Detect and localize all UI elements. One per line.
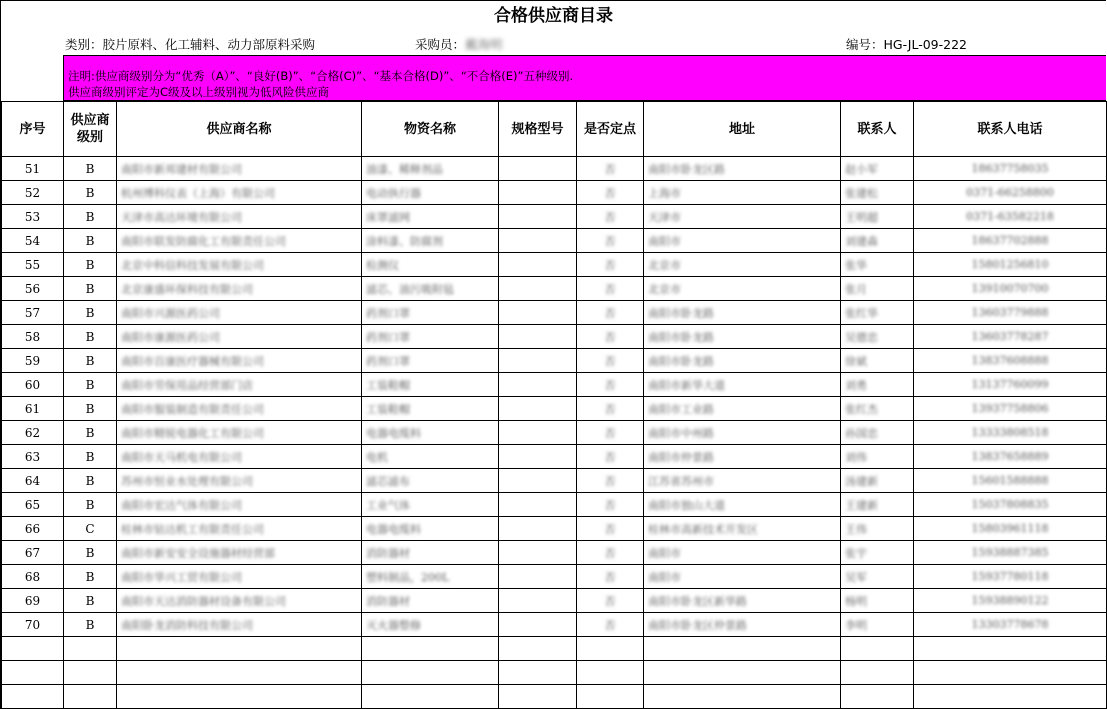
cell-phone: 0371-66258800: [914, 181, 1107, 205]
cell-seq: 57: [2, 301, 64, 325]
cell-material: 滤芯滤布: [362, 469, 499, 493]
cell-material: 电动执行器: [362, 181, 499, 205]
cell-material: 电器电缆料: [362, 517, 499, 541]
cell-seq: 69: [2, 589, 64, 613]
cell-phone: 15803961118: [914, 517, 1107, 541]
cell-phone: 15937780118: [914, 565, 1107, 589]
cell-seq: 67: [2, 541, 64, 565]
cell-material: 药剂口罩: [362, 325, 499, 349]
cell-material: 电器电缆料: [362, 421, 499, 445]
cell-spec: [499, 493, 577, 517]
cell-contact: 张华: [841, 253, 914, 277]
cell-contact: 汤建新: [841, 469, 914, 493]
cell-supplier: 南阳市精锐电器化工有限公司: [117, 421, 362, 445]
cell-supplier: 南阳市康源医药公司: [117, 325, 362, 349]
cell-supplier: 桂林市钻达机工有限责任公司: [117, 517, 362, 541]
cell-phone: 13603778287: [914, 325, 1107, 349]
table-row: [2, 325, 1107, 349]
table-row: [2, 589, 1107, 613]
blank-cell: [577, 661, 644, 685]
header-level: [64, 102, 117, 157]
cell-level: B: [64, 277, 117, 301]
blank-cell: [117, 661, 362, 685]
cell-designated: 否: [577, 565, 644, 589]
cell-seq: 61: [2, 397, 64, 421]
cell-level: B: [64, 565, 117, 589]
cell-seq: 63: [2, 445, 64, 469]
cell-seq: 54: [2, 229, 64, 253]
cell-spec: [499, 253, 577, 277]
cell-supplier: 南阳市劳保用品经营部门店: [117, 373, 362, 397]
cell-material: 药剂口罩: [362, 349, 499, 373]
cell-spec: [499, 325, 577, 349]
blank-cell: [117, 637, 362, 661]
cell-supplier: 南阳卧龙消防科技有限公司: [117, 613, 362, 637]
cell-phone: 13837658889: [914, 445, 1107, 469]
blank-cell: [577, 637, 644, 661]
cell-phone: 18637758035: [914, 157, 1107, 181]
cell-address: 南阳市卧龙区路: [644, 157, 841, 181]
blank-cell: [2, 661, 64, 685]
cell-seq: 60: [2, 373, 64, 397]
table-row: [2, 301, 1107, 325]
cell-material: 涂料漆、防腐剂: [362, 229, 499, 253]
cell-designated: 否: [577, 157, 644, 181]
cell-spec: [499, 277, 577, 301]
cell-seq: 66: [2, 517, 64, 541]
cell-level: C: [64, 517, 117, 541]
cell-spec: [499, 541, 577, 565]
cell-spec: [499, 565, 577, 589]
blank-cell: [64, 661, 117, 685]
note-line-1: 注明:供应商级别分为“优秀（A）”、“良好(B)”、“合格(C)”、“基本合格(D)”、“不合格(E)”五种级别.: [68, 69, 574, 83]
header-phone: 联系人电话: [914, 102, 1107, 157]
cell-spec: [499, 421, 577, 445]
blank-cell: [64, 685, 117, 709]
cell-supplier: 南阳市百康医疗器械有限公司: [117, 349, 362, 373]
blank-cell: [914, 637, 1107, 661]
page-title: 合格供应商目录: [494, 6, 613, 26]
blank-cell: [644, 661, 841, 685]
cell-designated: 否: [577, 301, 644, 325]
cell-spec: [499, 301, 577, 325]
cell-level: B: [64, 157, 117, 181]
blank-cell: [499, 685, 577, 709]
cell-spec: [499, 445, 577, 469]
cell-seq: 52: [2, 181, 64, 205]
cell-level: B: [64, 205, 117, 229]
cell-address: 南阳市新华大道: [644, 373, 841, 397]
cell-spec: [499, 205, 577, 229]
cell-phone: 13837608888: [914, 349, 1107, 373]
cell-contact: 张宇: [841, 541, 914, 565]
table-row: [2, 397, 1107, 421]
cell-spec: [499, 229, 577, 253]
cell-seq: 68: [2, 565, 64, 589]
supplier-table: [1, 101, 1107, 709]
buyer-label: [415, 35, 503, 53]
table-row: [2, 349, 1107, 373]
cell-seq: 58: [2, 325, 64, 349]
document-code: 编号：HG-JL-09-222: [846, 37, 968, 52]
cell-material: 药剂口罩: [362, 301, 499, 325]
cell-spec: [499, 349, 577, 373]
cell-phone: 13910070700: [914, 277, 1107, 301]
cell-material: 床罩滤网: [362, 205, 499, 229]
note-banner: [63, 55, 1106, 101]
cell-designated: 否: [577, 517, 644, 541]
cell-phone: 18637702888: [914, 229, 1107, 253]
header-row: [2, 102, 1107, 157]
cell-address: 南阳市: [644, 565, 841, 589]
cell-phone: 15801256810: [914, 253, 1107, 277]
cell-material: 检测仪: [362, 253, 499, 277]
cell-address: 上海市: [644, 181, 841, 205]
cell-level: B: [64, 253, 117, 277]
cell-material: 油漆、稀释剂品: [362, 157, 499, 181]
note-line-2: 供应商级别评定为C级及以上级别视为低风险供应商: [68, 85, 330, 99]
table-row: [2, 541, 1107, 565]
cell-material: 灭火器整修: [362, 613, 499, 637]
header-supplier: 供应商名称: [117, 102, 362, 157]
table-row: [2, 229, 1107, 253]
cell-seq: 59: [2, 349, 64, 373]
cell-spec: [499, 613, 577, 637]
cell-spec: [499, 469, 577, 493]
cell-material: 工装鞋帽: [362, 373, 499, 397]
cell-contact: 张红杰: [841, 397, 914, 421]
cell-designated: 否: [577, 613, 644, 637]
cell-seq: 62: [2, 421, 64, 445]
cell-phone: 15938890122: [914, 589, 1107, 613]
table-row: [2, 157, 1107, 181]
cell-supplier: 天津市高达环境有限公司: [117, 205, 362, 229]
table-row: [2, 421, 1107, 445]
header-seq: 序号: [2, 102, 64, 157]
cell-contact: 刘勇: [841, 373, 914, 397]
cell-supplier: 南阳市天马机电有限公司: [117, 445, 362, 469]
cell-seq: 56: [2, 277, 64, 301]
cell-phone: 0371-63582218: [914, 205, 1107, 229]
cell-seq: 55: [2, 253, 64, 277]
cell-designated: 否: [577, 445, 644, 469]
cell-designated: 否: [577, 589, 644, 613]
cell-contact: 刘建森: [841, 229, 914, 253]
cell-contact: 张建松: [841, 181, 914, 205]
table-row: [2, 277, 1107, 301]
cell-level: B: [64, 493, 117, 517]
cell-contact: 王明超: [841, 205, 914, 229]
blank-row: [2, 685, 1107, 709]
cell-supplier: 北京康盛环保科技有限公司: [117, 277, 362, 301]
table-row: [2, 565, 1107, 589]
header-designated: 是否定点: [577, 102, 644, 157]
cell-designated: 否: [577, 493, 644, 517]
blank-cell: [117, 685, 362, 709]
cell-seq: 70: [2, 613, 64, 637]
cell-address: 江苏省苏州市: [644, 469, 841, 493]
blank-cell: [2, 637, 64, 661]
cell-address: 北京市: [644, 253, 841, 277]
cell-phone: 13937758806: [914, 397, 1107, 421]
blank-cell: [362, 685, 499, 709]
category-text: 类别：胶片原料、化工辅料、动力部原料采购: [65, 37, 316, 52]
table-row: [2, 469, 1107, 493]
cell-level: B: [64, 181, 117, 205]
cell-address: 南阳市卧龙路: [644, 349, 841, 373]
cell-designated: 否: [577, 373, 644, 397]
table-row: [2, 253, 1107, 277]
blank-cell: [644, 685, 841, 709]
cell-level: B: [64, 541, 117, 565]
cell-address: 南阳市: [644, 541, 841, 565]
cell-address: 南阳市工业路: [644, 397, 841, 421]
cell-contact: 李明: [841, 613, 914, 637]
cell-address: 南阳市卧龙区仲景路: [644, 613, 841, 637]
cell-supplier: 北京中科信科技发展有限公司: [117, 253, 362, 277]
cell-supplier: 苏州市恒业水处理有限公司: [117, 469, 362, 493]
cell-designated: 否: [577, 421, 644, 445]
table-row: [2, 205, 1107, 229]
cell-address: 南阳市仲景路: [644, 445, 841, 469]
cell-supplier: 南阳市服装制造有限责任公司: [117, 397, 362, 421]
cell-spec: [499, 517, 577, 541]
cell-supplier: 南阳市天达消防器材设备有限公司: [117, 589, 362, 613]
cell-spec: [499, 589, 577, 613]
cell-address: 南阳市中州路: [644, 421, 841, 445]
cell-seq: 53: [2, 205, 64, 229]
cell-supplier: 南阳市联发防腐化工有限责任公司: [117, 229, 362, 253]
cell-designated: 否: [577, 181, 644, 205]
meta-row: [1, 31, 1106, 55]
cell-level: B: [64, 349, 117, 373]
cell-seq: 51: [2, 157, 64, 181]
cell-designated: 否: [577, 325, 644, 349]
buyer-label-text: 采购员：: [415, 37, 466, 52]
cell-spec: [499, 373, 577, 397]
cell-designated: 否: [577, 253, 644, 277]
header-material: 物资名称: [362, 102, 499, 157]
cell-contact: 王伟: [841, 517, 914, 541]
cell-designated: 否: [577, 205, 644, 229]
cell-material: 消防器材: [362, 589, 499, 613]
cell-phone: 15601588888: [914, 469, 1107, 493]
blank-row: [2, 661, 1107, 685]
cell-designated: 否: [577, 349, 644, 373]
cell-phone: 13303778678: [914, 613, 1107, 637]
table-row: [2, 373, 1107, 397]
cell-phone: 13603779888: [914, 301, 1107, 325]
cell-address: 南阳市独山大道: [644, 493, 841, 517]
cell-address: 南阳市卧龙路: [644, 301, 841, 325]
cell-phone: 13333808518: [914, 421, 1107, 445]
blank-cell: [2, 685, 64, 709]
cell-phone: 15037808835: [914, 493, 1107, 517]
cell-phone: 15938887385: [914, 541, 1107, 565]
cell-supplier: 南阳市新安安全设施器材经营部: [117, 541, 362, 565]
cell-designated: 否: [577, 469, 644, 493]
blank-cell: [841, 637, 914, 661]
cell-designated: 否: [577, 541, 644, 565]
cell-contact: 吴军: [841, 565, 914, 589]
cell-material: 塑料制品，200L: [362, 565, 499, 589]
blank-cell: [644, 637, 841, 661]
cell-contact: 刘伟: [841, 445, 914, 469]
cell-material: 消防器材: [362, 541, 499, 565]
cell-level: B: [64, 589, 117, 613]
cell-spec: [499, 397, 577, 421]
cell-level: B: [64, 397, 117, 421]
cell-level: B: [64, 301, 117, 325]
cell-material: 电机: [362, 445, 499, 469]
header-spec: 规格型号: [499, 102, 577, 157]
cell-address: 天津市: [644, 205, 841, 229]
cell-contact: 张月: [841, 277, 914, 301]
cell-address: 南阳市卧龙路: [644, 325, 841, 349]
blank-cell: [499, 637, 577, 661]
blank-cell: [914, 661, 1107, 685]
cell-level: B: [64, 469, 117, 493]
cell-level: B: [64, 373, 117, 397]
cell-designated: 否: [577, 229, 644, 253]
cell-material: 工业气体: [362, 493, 499, 517]
table-row: [2, 445, 1107, 469]
table-body: [2, 157, 1107, 709]
table-row: [2, 181, 1107, 205]
cell-address: 桂林市高新技术开发区: [644, 517, 841, 541]
blank-cell: [914, 685, 1107, 709]
cell-level: B: [64, 229, 117, 253]
cell-supplier: 南阳市华兴工贸有限公司: [117, 565, 362, 589]
cell-designated: 否: [577, 397, 644, 421]
cell-spec: [499, 157, 577, 181]
cell-supplier: 南阳市兴源医药公司: [117, 301, 362, 325]
cell-contact: 孙国忠: [841, 421, 914, 445]
cell-contact: 徐斌: [841, 349, 914, 373]
cell-contact: 吴德忠: [841, 325, 914, 349]
cell-spec: [499, 181, 577, 205]
cell-contact: 杨明: [841, 589, 914, 613]
blank-cell: [64, 637, 117, 661]
cell-designated: 否: [577, 277, 644, 301]
cell-phone: 13137760099: [914, 373, 1107, 397]
cell-address: 南阳市卧龙区新华路: [644, 589, 841, 613]
table-row: [2, 517, 1107, 541]
blank-cell: [577, 685, 644, 709]
cell-level: B: [64, 613, 117, 637]
table-row: [2, 613, 1107, 637]
header-address: 地址: [644, 102, 841, 157]
cell-supplier: 杭州博科仪表（上海）有限公司: [117, 181, 362, 205]
cell-address: 南阳市: [644, 229, 841, 253]
table-row: [2, 493, 1107, 517]
buyer-name: 戴海明: [465, 37, 503, 52]
cell-level: B: [64, 421, 117, 445]
cell-level: B: [64, 445, 117, 469]
cell-seq: 64: [2, 469, 64, 493]
cell-level: B: [64, 325, 117, 349]
blank-cell: [362, 661, 499, 685]
cell-supplier: 南阳市新邦建材有限公司: [117, 157, 362, 181]
blank-cell: [362, 637, 499, 661]
blank-cell: [499, 661, 577, 685]
cell-seq: 65: [2, 493, 64, 517]
blank-cell: [841, 661, 914, 685]
cell-material: 工装鞋帽: [362, 397, 499, 421]
cell-contact: 赵小军: [841, 157, 914, 181]
header-level-text: 供应商级别: [70, 113, 110, 145]
header-contact: 联系人: [841, 102, 914, 157]
cell-contact: 王建新: [841, 493, 914, 517]
blank-row: [2, 637, 1107, 661]
cell-address: 北京市: [644, 277, 841, 301]
cell-material: 滤芯、油污吸附毡: [362, 277, 499, 301]
cell-contact: 张红华: [841, 301, 914, 325]
blank-cell: [841, 685, 914, 709]
cell-supplier: 南阳市宏达气体有限公司: [117, 493, 362, 517]
